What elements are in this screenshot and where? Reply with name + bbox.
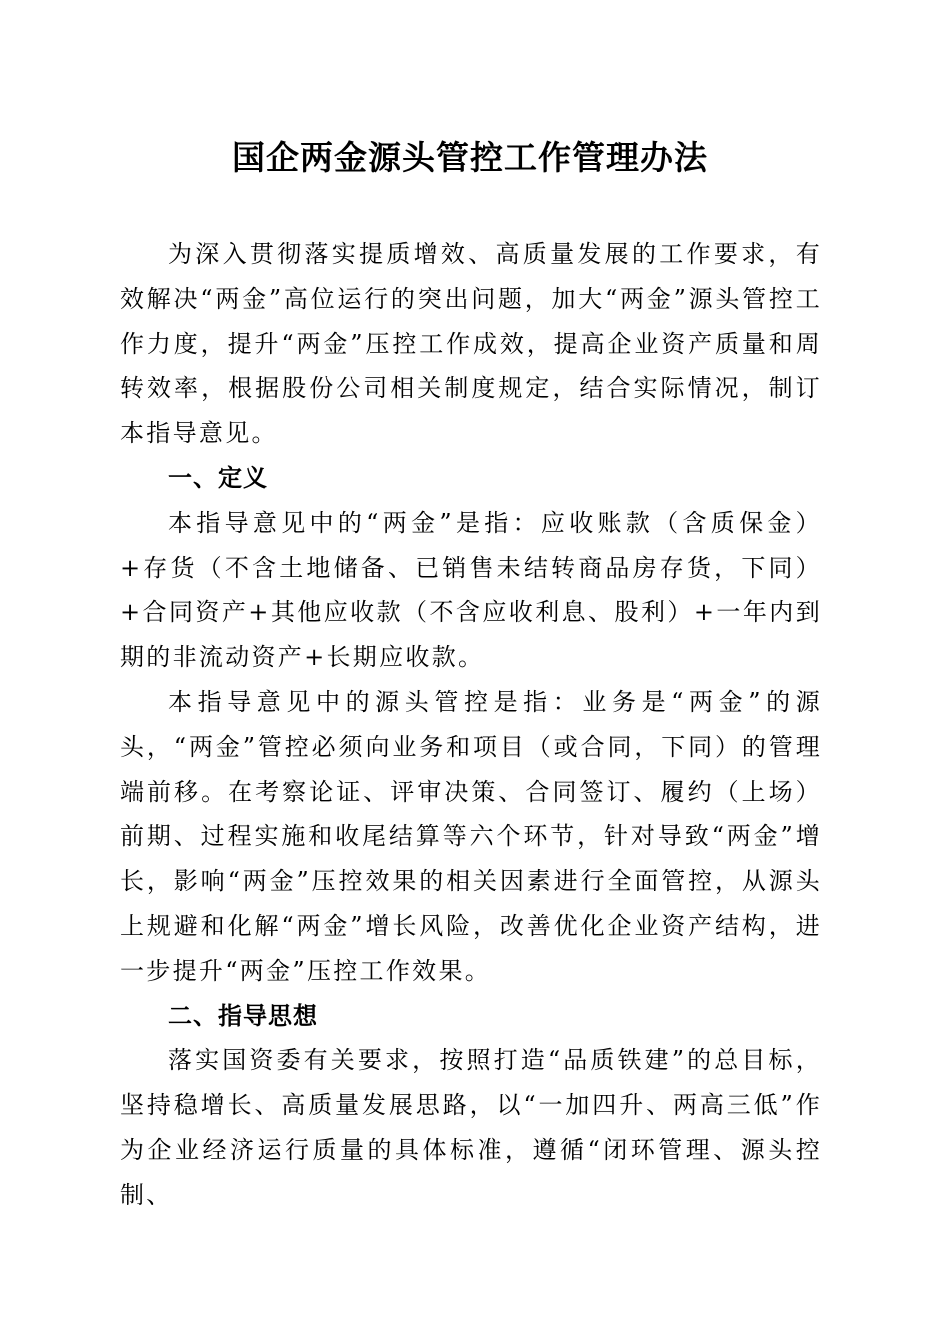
document-title: 国企两金源头管控工作管理办法 xyxy=(232,138,708,177)
intro-paragraph: 为深入贯彻落实提质增效、高质量发展的工作要求，有效解决“两金”高位运行的突出问题，加大“两金”源头管控工作力度，提升“两金”压控工作成效，提高企业资产质量和周转效率，根据股份公司相关制度规定，结合实际情况，制订本指导意见。 xyxy=(120,240,822,448)
definition-paragraph-two-funds: 本指导意见中的“两金”是指：应收账款（含质保金）+存货（不含土地储备、已销售未结转商品房存货，下同）+合同资产+其他应收款（不含应收利息、股利）+一年内到期的非流动资产+长期应收款。 xyxy=(120,508,822,672)
definition-paragraph-source-control: 本指导意见中的源头管控是指：业务是“两金”的源头，“两金”管控必须向业务和项目（或合同，下同）的管理端前移。在考察论证、评审决策、合同签订、履约（上场）前期、过程实施和收尾结算等六个环节，针对导致“两金”增长，影响“两金”压控效果的相关因素进行全面管控，从源头上规避和化解“两金”增长风险，改善优化企业资产结构，进一步提升“两金”压控工作效果。 xyxy=(120,687,822,985)
document-body xyxy=(120,232,822,1218)
section-heading-definition: 一、定义 xyxy=(168,463,268,492)
section-heading-guiding-ideology: 二、指导思想 xyxy=(168,1001,318,1030)
guiding-ideology-paragraph: 落实国资委有关要求，按照打造“品质铁建”的总目标，坚持稳增长、高质量发展思路，以“一加四升、两高三低”作为企业经济运行质量的具体标准，遵循“闭环管理、源头控制、 xyxy=(120,1046,822,1209)
